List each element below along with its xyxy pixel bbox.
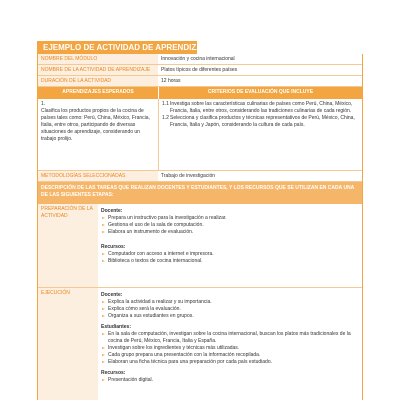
activity-name-label: NOMBRE DE LA ACTIVIDAD DE APRENDIZAJE bbox=[38, 65, 158, 75]
criterion-number: 1.1 bbox=[162, 101, 169, 107]
exec-recursos-title: Recursos: bbox=[101, 370, 126, 376]
list-item: Elaboran una ficha técnica para una preparación por cada país estudiado. bbox=[101, 359, 359, 366]
list-item: Computador con acceso a internet e impresora. bbox=[101, 251, 359, 258]
prep-docente-list bbox=[101, 215, 359, 236]
exec-docente-list bbox=[101, 299, 359, 320]
execution-label: EJECUCIÓN bbox=[38, 288, 98, 400]
list-item: Prepara un instructivo para la investigación a realizar. bbox=[101, 215, 359, 222]
preparation-label: PREPARACIÓN DE LA ACTIVIDAD bbox=[38, 204, 98, 287]
prep-recursos-title: Recursos: bbox=[101, 244, 126, 250]
criteria-header: CRITERIOS DE EVALUACIÓN QUE INCLUYE bbox=[159, 87, 362, 99]
preparation-content bbox=[98, 204, 362, 287]
prep-recursos-list bbox=[101, 251, 359, 265]
learning-text: Clasifica los productos propios de la cocina de países tales como: Perú, China, México, Francia, Italia, entre otros, participando de diversas situaciones de aprendizaje, considerando un trabajo prolijo. bbox=[41, 108, 150, 142]
list-item: Explica la actividad a realizar y su importancia. bbox=[101, 299, 359, 306]
methodology-row bbox=[38, 171, 362, 182]
document-title: EJEMPLO DE ACTIVIDAD DE APRENDIZAJE bbox=[37, 41, 197, 54]
criterion-item bbox=[162, 101, 359, 115]
exec-recursos-list bbox=[101, 377, 359, 384]
execution-content bbox=[98, 288, 362, 400]
learning-number: 1. bbox=[41, 101, 46, 107]
learning-outcome bbox=[38, 99, 159, 170]
list-item: Cada grupo prepara una presentación con la información recopilada. bbox=[101, 352, 359, 359]
preparation-row bbox=[38, 204, 362, 288]
duration-value: 12 horas bbox=[161, 78, 181, 84]
methodology-label: METODOLOGÍAS SELECCIONADAS bbox=[38, 171, 158, 181]
list-item: Presentación digital. bbox=[101, 377, 359, 384]
criterion-item bbox=[162, 115, 359, 129]
criteria-list bbox=[159, 99, 362, 170]
list-item: Investigan sobre los ingredientes y técnicas más utilizadas. bbox=[101, 345, 359, 352]
criteria-header-row bbox=[38, 87, 362, 99]
criterion-text: Investiga sobre las características culinarias de países como Perú, China, México, Francia, Italia, entre otros, considerando las tradiciones culinarias de cada región. bbox=[170, 101, 353, 114]
exec-estudiantes-list bbox=[101, 331, 359, 366]
exec-docente-title: Docente: bbox=[101, 292, 123, 298]
list-item: Explica cómo será la evaluación. bbox=[101, 306, 359, 313]
learning-criteria-row bbox=[38, 99, 362, 171]
criterion-number: 1.2 bbox=[162, 115, 169, 121]
module-name-value: Innovación y cocina internacional bbox=[161, 56, 235, 62]
methodology-value: Trabajo de investigación bbox=[161, 173, 216, 179]
info-row-duration bbox=[38, 76, 362, 87]
list-item: Gestiona el uso de la sala de computación. bbox=[101, 222, 359, 229]
list-item: En la sala de computación, investigan sobre la cocina internacional, buscan los platos más tradicionales de la cocina de Perú, México, Francia, Italia y España. bbox=[101, 331, 359, 345]
activity-name-value: Platos típicos de diferentes países bbox=[161, 67, 238, 73]
duration-label: DURACIÓN DE LA ACTIVIDAD bbox=[38, 76, 158, 86]
info-row-module bbox=[38, 54, 362, 65]
execution-row bbox=[38, 288, 362, 400]
list-item: Elabora un instrumento de evaluación. bbox=[101, 229, 359, 236]
description-bar: DESCRIPCIÓN DE LAS TAREAS QUE REALIZAN DOCENTES Y ESTUDIANTES, Y LOS RECURSOS QUE SE UTILIZAN EN CADA UNA DE LAS SIGUIENTES ETAPAS: bbox=[38, 182, 362, 204]
learning-header: APRENDIZAJES ESPERADOS bbox=[38, 87, 158, 99]
list-item: Organiza a sus estudiantes en grupos. bbox=[101, 313, 359, 320]
exec-estudiantes-title: Estudiantes: bbox=[101, 324, 132, 330]
module-name-label: NOMBRE DEL MÓDULO bbox=[38, 54, 158, 64]
info-row-activity bbox=[38, 65, 362, 76]
prep-docente-title: Docente: bbox=[101, 208, 123, 214]
criterion-text: Selecciona y clasifica productos y técnicas representativos de Perú, México, China, Francia, Italia y Japón, considerando la cultura de cada país. bbox=[170, 115, 355, 128]
list-item: Biblioteca o textos de cocina internacional. bbox=[101, 258, 359, 265]
